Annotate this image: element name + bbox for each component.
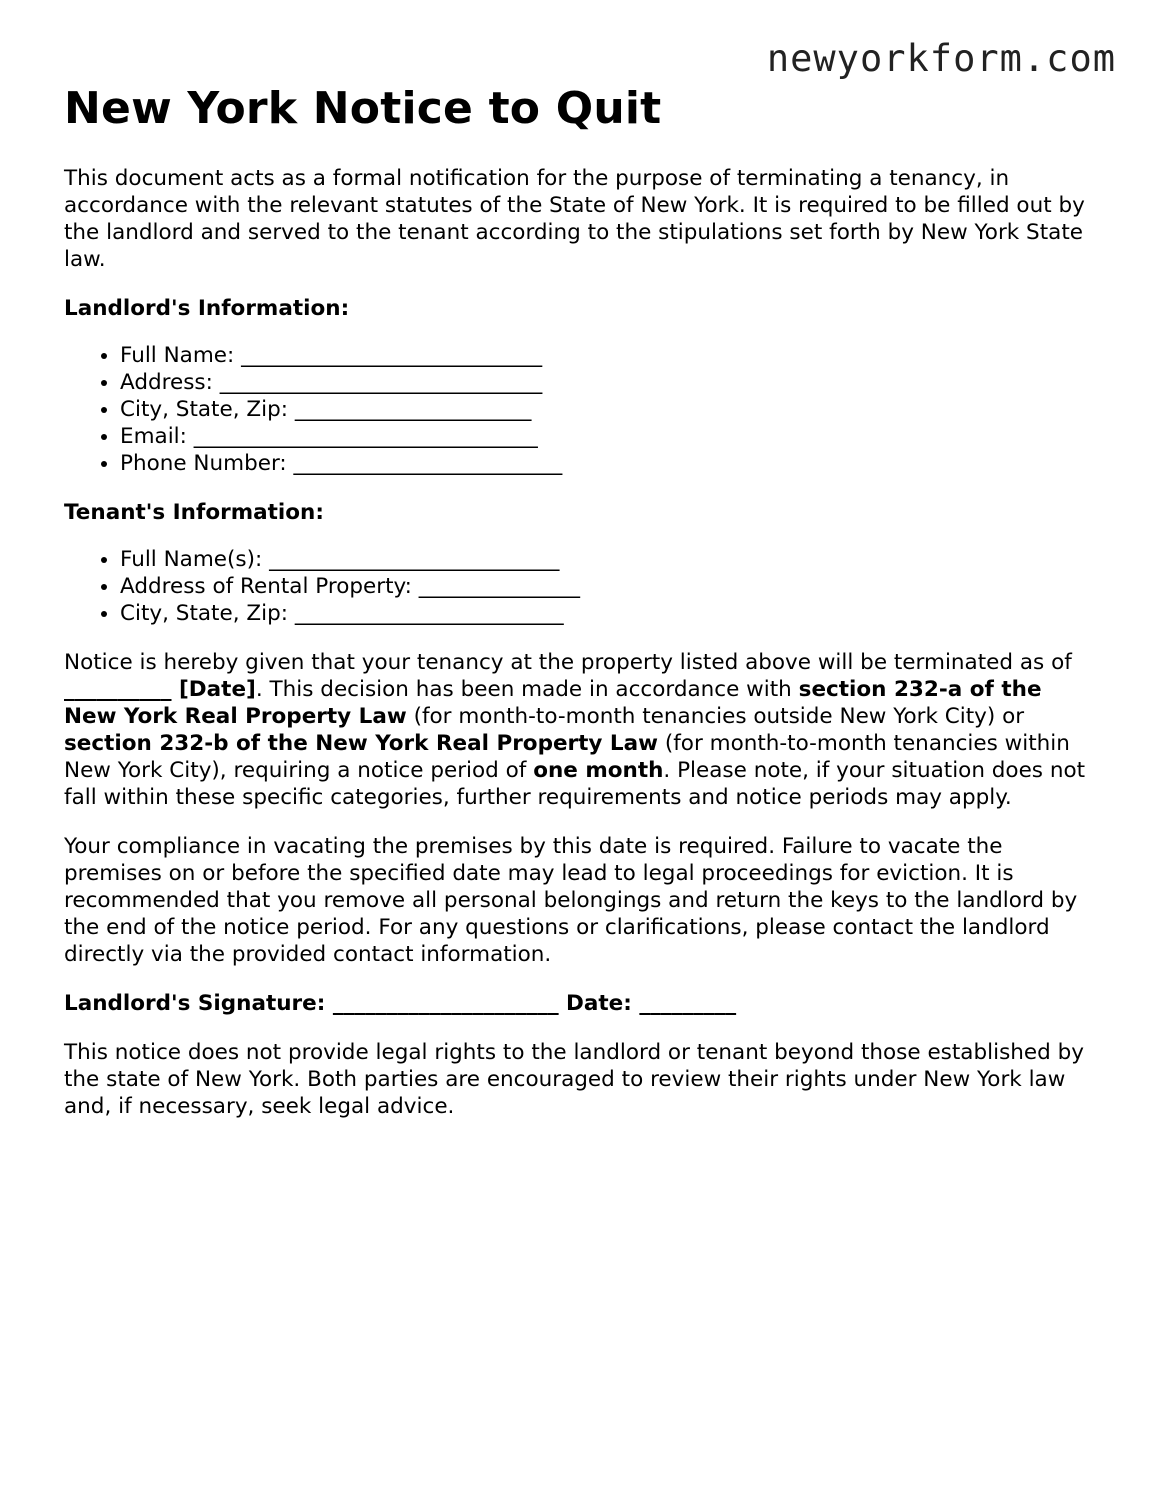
compliance-paragraph: Your compliance in vacating the premises by this date is required. Failure to vacate the premises on or before the specified date may lead to legal proceedings for eviction. It is recommended that you remove all personal belongings and return the keys to the landlord by the end of the notice period. For any questions or clarifications, please contact the landlord directly via the provided contact information. xyxy=(64,834,1078,967)
notice-text-1: Notice is hereby given that your tenancy at the property listed above will be terminated as of xyxy=(64,650,1072,675)
landlord-info-list xyxy=(64,342,1094,477)
tenant-full-names-field[interactable]: • Full Name(s): ___________________________ xyxy=(120,546,1094,573)
document-body xyxy=(64,83,1094,1120)
notice-text-3: (for month-to-month tenancies outside New York City) or xyxy=(406,704,1025,729)
statute-232a: section 232-a of the New York Real Property Law xyxy=(64,677,1042,729)
notice-text-2: . This decision has been made in accordance with xyxy=(255,677,799,702)
notice-text-5: . Please note, if your situation does not fall within these specific categories, further requirements and notice periods may apply. xyxy=(64,758,1086,810)
statute-232b: section 232-b of the New York Real Property Law xyxy=(64,731,659,756)
termination-date-field[interactable]: __________ [Date] xyxy=(64,677,256,702)
notice-period: one month xyxy=(533,758,664,783)
landlord-signature-date-line[interactable]: Landlord's Signature: _____________________ Date: _________ xyxy=(64,991,737,1016)
landlord-city-state-zip-field[interactable]: • City, State, Zip: ______________________ xyxy=(120,396,1094,423)
tenant-info-list xyxy=(64,546,1094,627)
landlord-email-field[interactable]: • Email: ________________________________ xyxy=(120,423,1094,450)
intro-paragraph: This document acts as a formal notification for the purpose of terminating a tenancy, in accordance with the relevant statutes of the State of New York. It is required to be filled out by the landlord and served to the tenant according to the stipulations set forth by New York State law. xyxy=(64,166,1085,272)
site-watermark: newyorkform.com xyxy=(766,37,1116,80)
disclaimer-paragraph: This notice does not provide legal rights to the landlord or tenant beyond those established by the state of New York. Both parties are encouraged to review their rights under New York law and, if necessary, seek legal advice. xyxy=(64,1040,1084,1119)
notice-text-4: (for month-to-month tenancies within New York City), requiring a notice period of xyxy=(64,731,1070,783)
landlord-info-heading: Landlord's Information: xyxy=(64,296,350,321)
tenant-info-heading: Tenant's Information: xyxy=(64,500,324,525)
rental-property-address-field[interactable]: • Address of Rental Property: _______________ xyxy=(120,573,1094,600)
landlord-full-name-field[interactable]: • Full Name: ____________________________ xyxy=(120,342,1094,369)
landlord-phone-field[interactable]: • Phone Number: _________________________ xyxy=(120,450,1094,477)
landlord-address-field[interactable]: • Address: ______________________________ xyxy=(120,369,1094,396)
termination-notice-paragraph xyxy=(64,649,1094,811)
tenant-city-state-zip-field[interactable]: • City, State, Zip: _________________________ xyxy=(120,600,1094,627)
page-title: New York Notice to Quit xyxy=(64,83,662,134)
